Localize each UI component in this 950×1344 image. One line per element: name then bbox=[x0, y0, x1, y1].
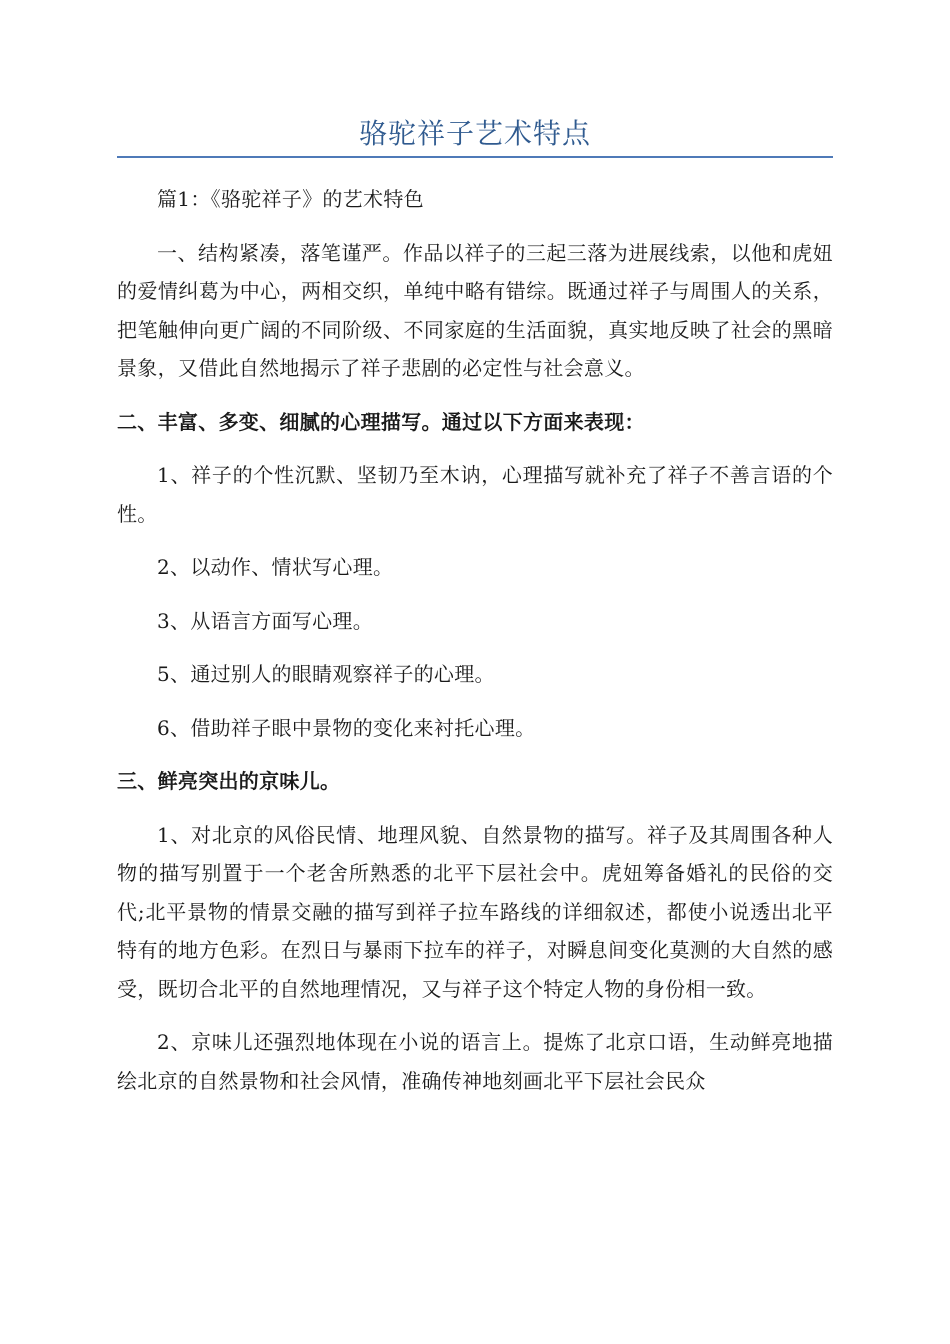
heading-psychology: 二、丰富、多变、细腻的心理描写。通过以下方面来表现： bbox=[117, 409, 645, 434]
list-item-psychology-2: 2、以动作、情状写心理。 bbox=[157, 555, 394, 579]
list-item-psychology-1: 1、祥子的个性沉默、坚韧乃至木讷，心理描写就补充了祥子不善言语的个性。 bbox=[117, 463, 833, 526]
paragraph-structure: 一、结构紧凑，落笔谨严。作品以祥子的三起三落为进展线索，以他和虎妞的爱情纠葛为中心，两相交织，单纯中略有错综。既通过祥子与周围人的关系，把笔触伸向更广阔的不同阶级、不同家庭的生活面貌，真实地反映了社会的黑暗景象，又借此自然地揭示了祥子悲剧的必定性与社会意义。 bbox=[117, 240, 833, 380]
section-label: 篇1：《骆驼祥子》的艺术特色 bbox=[157, 187, 424, 211]
heading-beijing-flavor: 三、鲜亮突出的京味儿。 bbox=[117, 769, 341, 793]
list-item-psychology-5: 5、通过别人的眼睛观察祥子的心理。 bbox=[157, 662, 495, 686]
list-item-psychology-3: 3、从语言方面写心理。 bbox=[157, 608, 374, 633]
paragraph-beijing-language: 2、京味儿还强烈地体现在小说的语言上。提炼了北京口语，生动鲜亮地描绘北京的自然景物和社会风情，准确传神地刻画北平下层社会民众 bbox=[117, 1030, 833, 1093]
document-title: 骆驼祥子艺术特点 bbox=[358, 117, 591, 150]
paragraph-beijing-customs: 1、对北京的风俗民情、地理风貌、自然景物的描写。祥子及其周围各种人物的描写别置于一个老舍所熟悉的北平下层社会中。虎妞筹备婚礼的民俗的交代;北平景物的情景交融的描写到祥子拉车路线的详细叙述，都使小说透出北平特有的地方色彩。在烈日与暴雨下拉车的祥子，对瞬息间变化莫测的大自然的感受，既切合北平的自然地理情况，又与祥子这个特定人物的身份相一致。 bbox=[117, 822, 833, 1001]
title-underline bbox=[117, 156, 833, 158]
list-item-psychology-6: 6、借助祥子眼中景物的变化来衬托心理。 bbox=[157, 715, 536, 740]
